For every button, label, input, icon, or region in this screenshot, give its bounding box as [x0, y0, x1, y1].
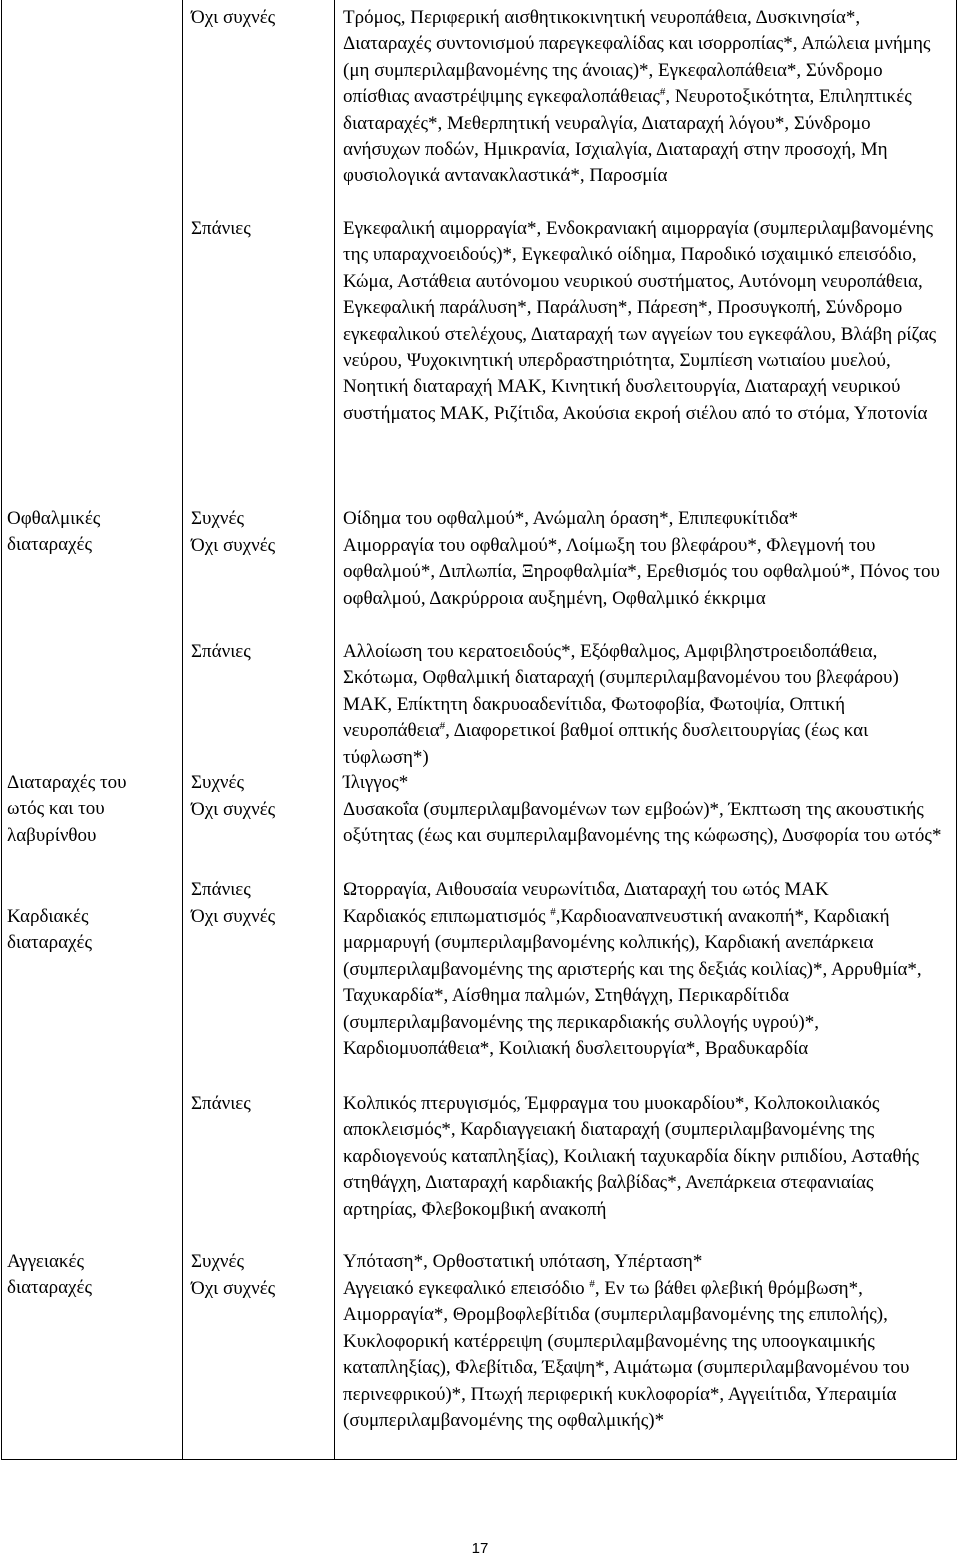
- page-number: 17: [471, 1540, 489, 1557]
- description-cell: [343, 1276, 948, 1434]
- column-divider-1: [182, 0, 183, 1460]
- description-text-cont: ,Καρδιοαναπνευστική ανακοπή*, Καρδιακή μαρμαρυγή (συμπεριλαμβανομένης κολπικής), Καρδιακή ανεπάρκεια (συμπεριλαμβανομένης της αριστερής και της δεξιάς κοιλίας)*, Αρρυθμία*, Ταχυκαρδία*, Αίσθημα παλμών, Στηθάγχη, Περικαρδίτιδα (συμπεριλαμβανομένης της περικαρδιακής συλλογής υγρού)*, Καρδιομυοπάθεια*, Κοιλιακή δυσλειτουργία*, Βραδυκαρδία: [343, 906, 922, 1060]
- frequency-cell: Σπάνιες: [191, 879, 251, 900]
- description-text-cont: , Εν τω βάθει φλεβική θρόμβωση*, Αιμορραγία*, Θρομβοφλεβίτιδα (συμπεριλαμβανομένης της επιπολής), Κυκλοφορική κατέρρειψη (συμπεριλαμβανομένης της υποογκαιμικής καταπληξίας), Φλεβίτιδα, Έξαψη*, Αιμάτωμα (συμπεριλαμβανομένου του περινεφρικού)*, Πτωχή περιφερική κυκλοφορία*, Αγγειίτιδα, Υπεραιμία (συμπεριλαμβανομένης της οφθαλμικής)*: [343, 1278, 910, 1432]
- footnote-mark: #: [550, 906, 556, 918]
- system-organ-class-cell: [7, 506, 177, 559]
- description-text-cont: , Διαφορετικοί βαθμοί οπτικής δυσλειτουργίας (έως και τύφλωση*): [343, 720, 869, 768]
- description-text: Ίλιγγος*: [343, 772, 409, 793]
- system-name-line2: διαταραχές: [7, 1277, 92, 1299]
- system-organ-class-cell: [7, 1249, 177, 1302]
- system-name-line1: Αγγειακές: [7, 1251, 85, 1272]
- description-cell: [343, 1091, 948, 1223]
- footnote-mark: #: [589, 1278, 595, 1290]
- description-cell: [343, 797, 948, 850]
- frequency-cell: Συχνές: [191, 508, 244, 529]
- description-cell: [343, 904, 948, 1062]
- description-cell: [343, 1249, 948, 1275]
- frequency-cell: Σπάνιες: [191, 1093, 251, 1114]
- frequency-cell: Σπάνιες: [191, 218, 251, 239]
- description-text: Αιμορραγία του οφθαλμού*, Λοίμωξη του βλεφάρου*, Φλεγμονή του οφθαλμού*, Διπλωπία, Ξηροφθαλμία*, Ερεθισμός του οφθαλμού*, Πόνος του οφθαλμού, Δακρύρροια αυξημένη, Οφθαλμικό έκκριμα: [343, 535, 940, 609]
- description-text: Αγγειακό εγκεφαλικό επεισόδιο: [343, 1278, 590, 1299]
- system-organ-class-cell: [7, 770, 177, 849]
- description-cell: [343, 877, 948, 903]
- column-divider-2: [334, 0, 335, 1460]
- system-name-line1: Καρδιακές: [7, 906, 89, 927]
- footnote-mark: #: [659, 86, 666, 99]
- system-organ-class-cell: [7, 904, 177, 957]
- frequency-cell: Όχι συχνές: [191, 906, 276, 927]
- system-name-line1: Οφθαλμικές: [7, 508, 101, 529]
- description-cell: [343, 770, 948, 796]
- system-name-line2: ωτός και του λαβυρίνθου: [7, 798, 105, 846]
- system-name-line2: διαταραχές: [7, 932, 92, 954]
- system-name-line1: Διαταραχές του: [7, 772, 127, 793]
- description-cell: [343, 533, 948, 612]
- description-cell: [343, 639, 948, 771]
- frequency-cell: Όχι συχνές: [191, 799, 276, 820]
- frequency-cell: Όχι συχνές: [191, 1278, 276, 1299]
- description-cell: [343, 216, 948, 427]
- frequency-cell: Συχνές: [191, 772, 244, 793]
- description-cell: [343, 506, 948, 532]
- description-text: Οίδημα του οφθαλμού*, Ανώμαλη όραση*, Επιπεφυκίτιδα*: [343, 508, 799, 529]
- description-text: Εγκεφαλική αιμορραγία*, Ενδοκρανιακή αιμορραγία (συμπεριλαμβανομένης της υπαραχνοειδούς)*, Εγκεφαλικό οίδημα, Παροδικό ισχαιμικό επεισόδιο, Κώμα, Αστάθεια αυτόνομου νευρικού συστήματος, Αυτόνομη νευροπάθεια, Εγκεφαλική παράλυση*, Παράλυση*, Πάρεση*, Προσυγκοπή, Σύνδρομο εγκεφαλικού στελέχους, Διαταραχή των αγγείων του εγκεφάλου, Βλάβη ρίζας νεύρου, Ψυχοκινητική υπερδραστηριότητα, Συμπίεση νωτιαίου μυελού, Νοητική διαταραχή ΜΑΚ, Κινητική δυσλειτουργία, Διαταραχή νευρικού συστήματος ΜΑΚ, Ριζίτιδα, Ακούσια εκροή σιέλου από το στόμα, Υποτονία: [343, 218, 937, 424]
- description-text: Καρδιακός επιπωματισμός: [343, 906, 551, 927]
- footnote-mark: #: [439, 720, 446, 733]
- system-name-line2: διαταραχές: [7, 534, 92, 556]
- description-text: Κολπικός πτερυγισμός, Έμφραγμα του μυοκαρδίου*, Κολποκοιλιακός αποκλεισμός*, Καρδιαγγειακή διαταραχή (συμπεριλαμβανομένης της καρδιογενούς καταπληξίας), Κοιλιακή ταχυκαρδία δίκην ριπιδίου, Ασταθής στηθάγχη, Διαταραχή καρδιακής βαλβίδας*, Ανεπάρκεια στεφανιαίας αρτηρίας, Φλεβοκομβική ανακοπή: [343, 1093, 920, 1220]
- frequency-cell: Όχι συχνές: [191, 535, 276, 556]
- description-text: Δυσακοΐα (συμπεριλαμβανομένων των εμβοών)*, Έκπτωση της ακουστικής οξύτητας (έως και συμπεριλαμβανομένης της κώφωσης), Δυσφορία του ωτός*: [343, 799, 942, 847]
- frequency-cell: Σπάνιες: [191, 641, 251, 662]
- description-text-cont: , Νευροτοξικότητα, Επιληπτικές διαταραχές*, Μεθερπητική νευραλγία, Διαταραχή λόγου*, Σύνδρομο ανήσυχων ποδών, Ημικρανία, Ισχιαλγία, Διαταραχή στην προσοχή, Μη φυσιολογικά αντανακλαστικά*, Παροσμία: [343, 86, 912, 187]
- description-text: Τρόμος, Περιφερική αισθητικοκινητική νευροπάθεια, Δυσκινησία*, Διαταραχές συντονισμού παρεγκεφαλίδας και ισορροπίας*, Απώλεια μνήμης (μη συμπεριλαμβανομένης της άνοιας)*, Εγκεφαλοπάθεια*, Σύνδρομο οπίσθιας αναστρέψιμης εγκεφαλοπάθειας: [343, 7, 931, 108]
- description-text: Αλλοίωση του κερατοειδούς*, Εξόφθαλμος, Αμφιβληστροειδοπάθεια, Σκότωμα, Οφθαλμική διαταραχή (συμπεριλαμβανομένου του βλεφάρου) ΜΑΚ, Επίκτητη δακρυοαδενίτιδα, Φωτοφοβία, Φωτοψία, Οπτική νευροπάθεια: [343, 641, 899, 742]
- frequency-cell: Συχνές: [191, 1251, 244, 1272]
- description-cell: [343, 5, 948, 190]
- frequency-cell: Όχι συχνές: [191, 7, 276, 28]
- description-text: Υπόταση*, Ορθοστατική υπόταση, Υπέρταση*: [343, 1251, 703, 1272]
- description-text: Ωτορραγία, Αιθουσαία νευρωνίτιδα, Διαταραχή του ωτός ΜΑΚ: [343, 879, 829, 900]
